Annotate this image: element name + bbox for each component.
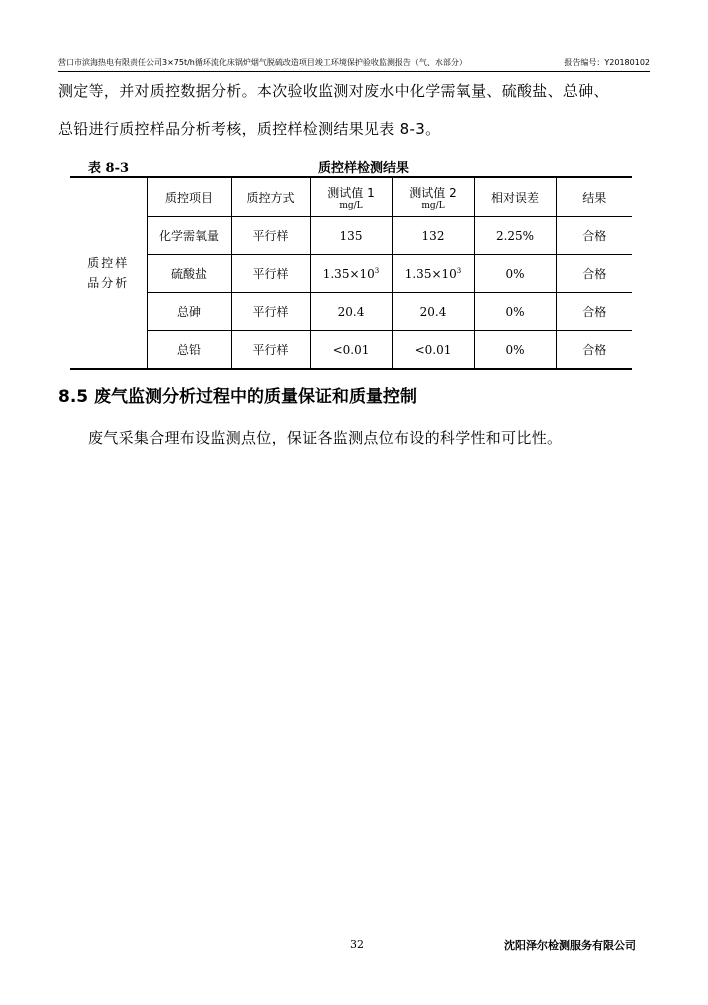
cell-rel-error: 0%: [474, 255, 556, 293]
cell-rel-error: 2.25%: [474, 217, 556, 255]
paragraph-3: 废气采集合理布设监测点位，保证各监测点位布设的科学性和可比性。: [88, 429, 563, 447]
cell-item: 总砷: [147, 293, 231, 331]
cell-item: 硫酸盐: [147, 255, 231, 293]
table-header-row: [70, 177, 632, 217]
cell-value1: 135: [310, 217, 392, 255]
table-title: 质控样检测结果: [318, 161, 410, 176]
header-method: 质控方式: [231, 177, 310, 217]
table-row: [70, 293, 632, 331]
report-number: 报告编号：Y20180102: [564, 58, 650, 67]
report-title-header: 营口市滨海热电有限责任公司3×75t/h循环流化床锅炉烟气脱硫改造项目竣工环境保护验收监测报告（气、水部分）: [58, 58, 467, 67]
cell-result: 合格: [556, 293, 632, 331]
cell-value1: <0.01: [310, 331, 392, 370]
table-row: [70, 331, 632, 370]
cell-method: 平行样: [231, 331, 310, 370]
cell-value2: 20.4: [392, 293, 474, 331]
cell-item: 总铅: [147, 331, 231, 370]
header-value2: 测试值 2 mg/L: [392, 177, 474, 217]
cell-result: 合格: [556, 217, 632, 255]
cell-value2: 132: [392, 217, 474, 255]
header-item: 质控项目: [147, 177, 231, 217]
cell-rel-error: 0%: [474, 293, 556, 331]
cell-item: 化学需氧量: [147, 217, 231, 255]
paragraph-1: 测定等，并对质控数据分析。本次验收监测对废水中化学需氧量、硫酸盐、总砷、: [58, 82, 609, 100]
cell-method: 平行样: [231, 255, 310, 293]
section-heading: 8.5 废气监测分析过程中的质量保证和质量控制: [58, 387, 418, 407]
company-name: 沈阳泽尔检测服务有限公司: [504, 939, 636, 952]
qc-results-table: [70, 176, 632, 370]
cell-value1: 20.4: [310, 293, 392, 331]
cell-value2: $1.35\times 10^3$: [392, 255, 474, 293]
cell-method: 平行样: [231, 217, 310, 255]
table-number: 表 8-3: [88, 161, 130, 176]
cell-value1: $1.35\times 10^3$: [310, 255, 392, 293]
cell-rel-error: 0%: [474, 331, 556, 370]
paragraph-2: 总铅进行质控样品分析考核，质控样检测结果见表 8-3。: [58, 120, 441, 138]
cell-result: 合格: [556, 255, 632, 293]
cell-value2: <0.01: [392, 331, 474, 370]
cell-method: 平行样: [231, 293, 310, 331]
table-row: [70, 255, 632, 293]
cell-result: 合格: [556, 331, 632, 370]
header-rule: [58, 71, 650, 72]
table-row: [70, 217, 632, 255]
header-value1: 测试值 1 mg/L: [310, 177, 392, 217]
header-rel-error: 相对误差: [474, 177, 556, 217]
page-number: 32: [350, 938, 364, 951]
header-result: 结果: [556, 177, 632, 217]
page-header: [58, 56, 650, 70]
row-group-label: 质控样品分析: [70, 177, 147, 369]
